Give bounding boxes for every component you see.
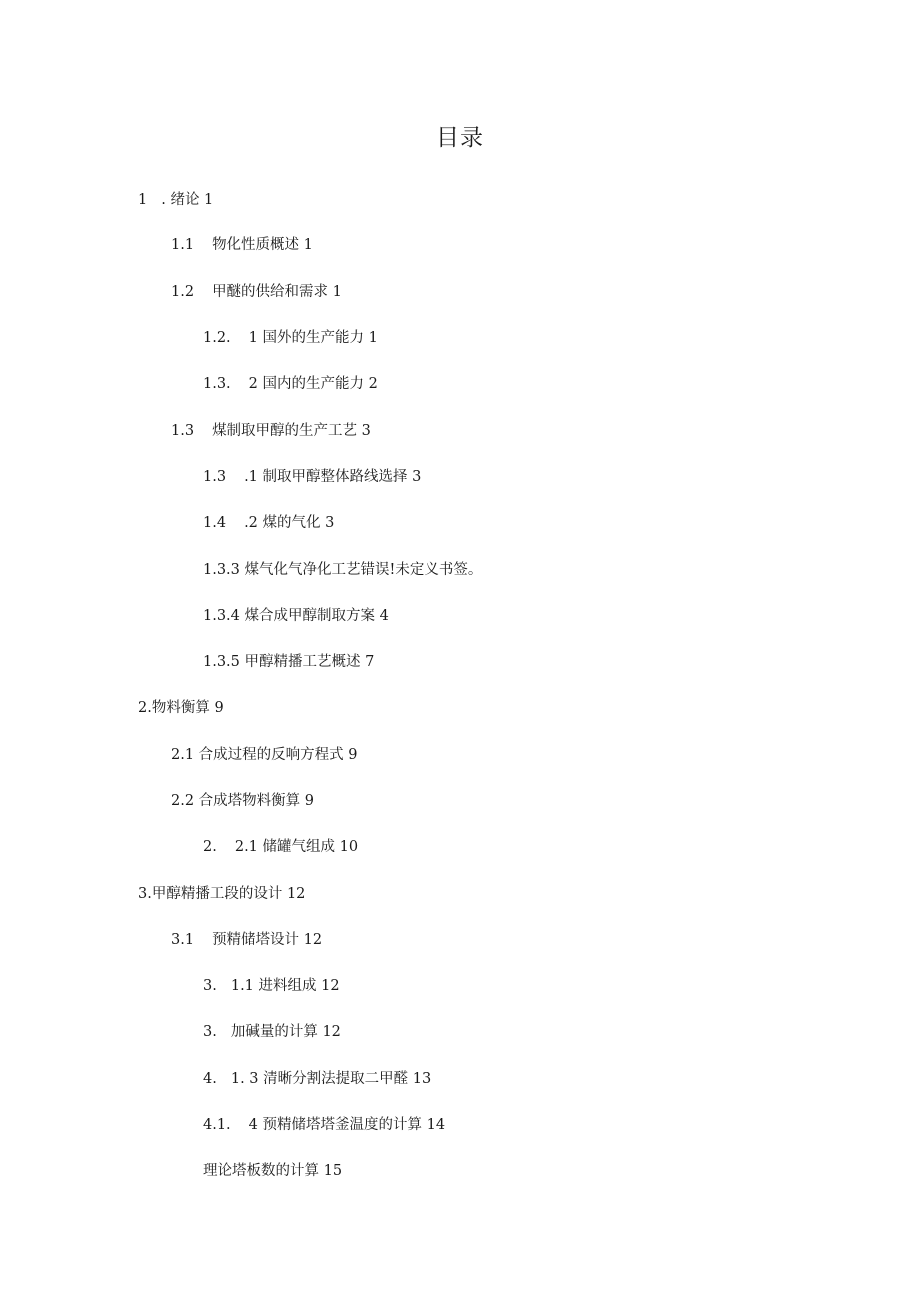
toc-entry-text: 1.3.5 甲醇精播工艺概述 7 — [203, 654, 375, 670]
toc-entry-text: 2.1 合成过程的反响方程式 9 — [171, 747, 358, 763]
toc-entry-number: 4. — [203, 1071, 217, 1087]
toc-entry-1-3-3[interactable] — [203, 560, 482, 580]
page-title: 目录 — [436, 125, 484, 151]
toc-entry-3-1-2[interactable] — [203, 1022, 341, 1042]
toc-entry-3-1-3[interactable] — [203, 1069, 431, 1089]
toc-entry-text: 2 国内的生产能力 2 — [248, 376, 378, 392]
toc-entry-1-3-2[interactable] — [203, 513, 334, 533]
toc-entry-text: .2 煤的气化 3 — [244, 515, 335, 531]
toc-entry-text: 2.2 合成塔物料衡算 9 — [171, 793, 315, 809]
toc-entry-text: 1.3.4 煤合成甲醇制取方案 4 — [203, 608, 389, 624]
toc-entry-number: 2. — [203, 839, 217, 855]
toc-entry-2[interactable] — [138, 698, 224, 718]
toc-entry-text: .1 制取甲醇整体路线选择 3 — [244, 469, 422, 485]
toc-entry-2-2[interactable] — [171, 791, 314, 811]
toc-entry-text: 1. 3 清晰分割法提取二甲醛 13 — [230, 1071, 432, 1087]
toc-entry-text: 3.甲醇精播工段的设计 12 — [138, 886, 306, 902]
toc-entry-1-3-1[interactable] — [203, 467, 421, 487]
toc-entry-text: 2.1 储罐气组成 10 — [234, 839, 359, 855]
toc-entry-text: 甲醚的供给和需求 1 — [212, 284, 342, 300]
toc-entry-text: 4 预精储塔塔釜温度的计算 14 — [248, 1117, 446, 1133]
toc-entry-text: 1.3.3 煤气化气净化工艺错误!未定义书签。 — [203, 562, 483, 578]
toc-entry-number: 3. — [203, 1024, 217, 1040]
toc-entry-text: 2.物料衡算 9 — [138, 700, 224, 716]
toc-entry-text: 1 国外的生产能力 1 — [248, 330, 378, 346]
toc-entry-text: 1.1 进料组成 12 — [230, 978, 340, 994]
toc-entry-3-1[interactable] — [171, 930, 322, 950]
toc-entry-text: 预精储塔设计 12 — [212, 932, 323, 948]
toc-entry-text: . 绪论 1 — [161, 192, 214, 208]
toc-entry-text: 物化性质概述 1 — [212, 237, 313, 253]
toc-entry-number: 1.1 — [171, 237, 195, 253]
toc-entry-number: 1.2 — [171, 284, 195, 300]
toc-entry-2-2-1[interactable] — [203, 837, 358, 857]
toc-entry-1-3-4[interactable] — [203, 606, 389, 626]
toc-entry-text: 煤制取甲醇的生产工艺 3 — [212, 423, 371, 439]
toc-entry-number: 1.3 — [203, 469, 227, 485]
toc-entry-1-2-1[interactable] — [203, 328, 378, 348]
toc-entry-text: 加碱量的计算 12 — [230, 1024, 341, 1040]
toc-entry-number: 4.1. — [203, 1117, 231, 1133]
toc-entry-2-1[interactable] — [171, 745, 358, 765]
toc-entry-number: 3. — [203, 978, 217, 994]
toc-entry-1[interactable] — [138, 190, 213, 210]
toc-entry-number: 1.2. — [203, 330, 231, 346]
toc-entry-1-3[interactable] — [171, 421, 371, 441]
toc-entry-number: 1.4 — [203, 515, 227, 531]
toc-entry-3[interactable] — [138, 884, 305, 904]
toc-entry-text: 理论塔板数的计算 15 — [203, 1163, 343, 1179]
toc-entry-3-1-4[interactable] — [203, 1115, 445, 1135]
toc-entry-3-1-5[interactable] — [203, 1161, 342, 1181]
toc-entry-1-2[interactable] — [171, 282, 342, 302]
toc-entry-number: 3.1 — [171, 932, 195, 948]
toc-entry-number: 1.3 — [171, 423, 195, 439]
toc-entry-3-1-1[interactable] — [203, 976, 340, 996]
toc-entry-1-3-5[interactable] — [203, 652, 374, 672]
toc-entry-1-1[interactable] — [171, 235, 313, 255]
toc-entry-number: 1 — [138, 192, 148, 208]
toc-entry-1-2-2[interactable] — [203, 374, 378, 394]
toc-entry-number: 1.3. — [203, 376, 231, 392]
